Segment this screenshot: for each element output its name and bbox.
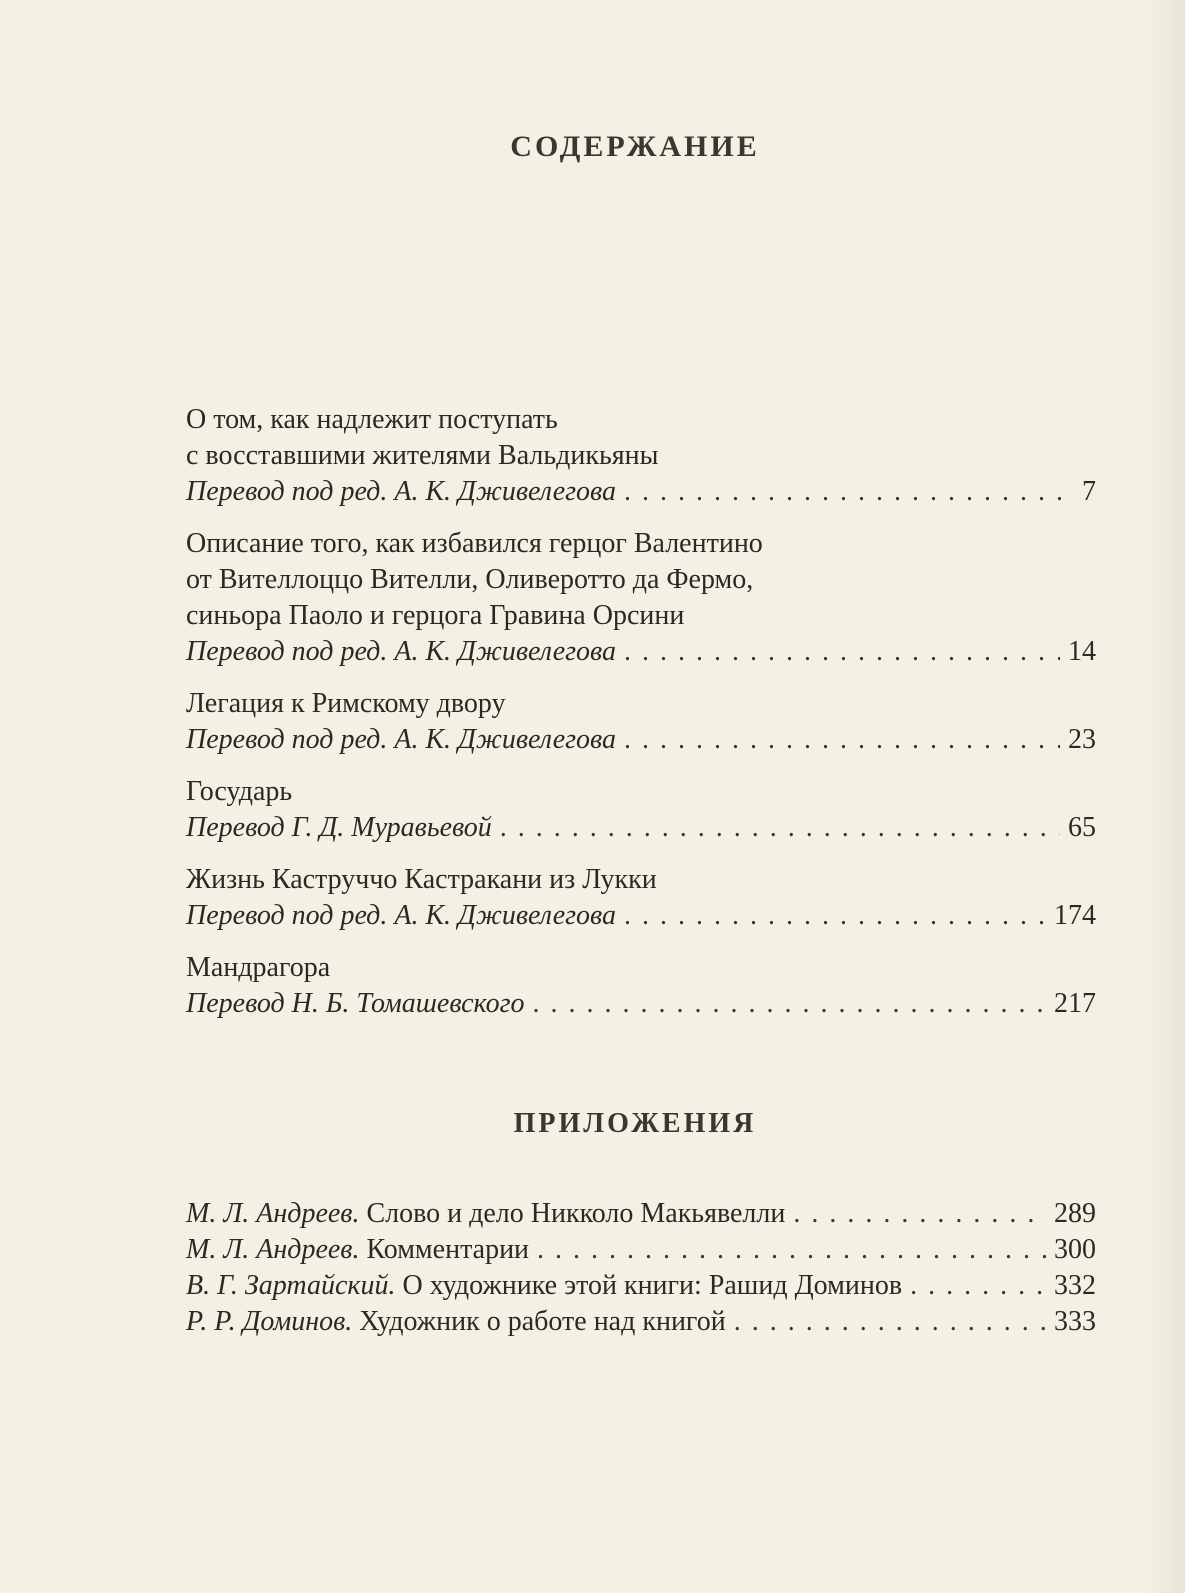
appendix-entry — [186, 1232, 1096, 1268]
entry-translator-row — [186, 474, 1096, 510]
appendix-entry-label — [186, 1196, 785, 1232]
appendix-entry — [186, 1268, 1096, 1304]
entry-title-line: Описание того, как избавился герцог Валентино — [186, 528, 763, 559]
toc-entry — [186, 862, 1096, 934]
appendix-author: М. Л. Андреев. — [186, 1234, 360, 1265]
appendix-title: Слово и дело Никколо Макьявелли — [359, 1198, 786, 1229]
contents-heading: СОДЕРЖАНИЕ — [510, 130, 760, 163]
toc-entry — [186, 526, 1096, 670]
appendix-entry — [186, 1304, 1096, 1340]
dot-leader — [500, 810, 1060, 846]
appendix-list — [186, 1196, 1096, 1340]
appendix-entry-label — [186, 1268, 902, 1304]
toc-entry — [186, 774, 1096, 846]
appendix-title: О художнике этой книги: Рашид Доминов — [395, 1270, 903, 1301]
appendix-entry-label — [186, 1232, 529, 1268]
entry-page-number: 217 — [1054, 988, 1096, 1019]
entry-title-line: от Вителлоццо Вителли, Оливеротто да Фермо, — [186, 564, 754, 595]
appendix-author: Р. Р. Доминов. — [186, 1306, 353, 1337]
entry-page-number: 23 — [1068, 724, 1096, 755]
entry-translator-row — [186, 898, 1096, 934]
entry-page-number: 174 — [1054, 900, 1096, 931]
appendix-page-number: 300 — [1054, 1234, 1096, 1265]
entry-page-number: 14 — [1068, 636, 1096, 667]
entry-page-number: 65 — [1068, 812, 1096, 843]
entry-translator-row — [186, 634, 1096, 670]
appendix-page-number: 333 — [1054, 1306, 1096, 1337]
entry-translator-row — [186, 986, 1096, 1022]
entry-translator: Перевод Г. Д. Муравьевой — [186, 812, 492, 843]
table-of-contents — [186, 402, 1096, 1038]
dot-leader — [624, 898, 1046, 934]
dot-leader — [533, 986, 1047, 1022]
entry-translator: Перевод Н. Б. Томашевского — [186, 988, 525, 1019]
toc-entry — [186, 686, 1096, 758]
entry-title-line: с восставшими жителями Вальдикьяны — [186, 440, 659, 471]
entry-translator-row — [186, 722, 1096, 758]
page-edge-shade — [1145, 0, 1185, 1593]
appendix-heading: ПРИЛОЖЕНИЯ — [513, 1108, 757, 1139]
dot-leader — [624, 634, 1060, 670]
toc-entry — [186, 402, 1096, 510]
appendix-entry-label — [186, 1304, 726, 1340]
dot-leader — [624, 722, 1060, 758]
appendix-author: В. Г. Зартайский. — [186, 1270, 396, 1301]
entry-title-line: Мандрагора — [186, 952, 331, 983]
entry-title-line: Легация к Римскому двору — [186, 688, 506, 719]
appendix-entry — [186, 1196, 1096, 1232]
dot-leader — [793, 1196, 1046, 1232]
entry-translator-row — [186, 810, 1096, 846]
entry-translator: Перевод под ред. А. К. Дживелегова — [186, 724, 617, 755]
dot-leader — [734, 1304, 1046, 1340]
appendix-title: Художник о работе над книгой — [352, 1306, 726, 1337]
dot-leader — [910, 1268, 1046, 1304]
appendix-page-number: 332 — [1054, 1270, 1096, 1301]
entry-title-line: синьора Паоло и герцога Гравина Орсини — [186, 600, 685, 631]
dot-leader — [537, 1232, 1046, 1268]
dot-leader — [624, 474, 1074, 510]
entry-title-line: Жизнь Каструччо Кастракани из Лукки — [186, 864, 657, 895]
entry-translator: Перевод под ред. А. К. Дживелегова — [186, 636, 617, 667]
appendix-author: М. Л. Андреев. — [186, 1198, 360, 1229]
entry-page-number: 7 — [1082, 476, 1096, 507]
entry-title-line: Государь — [186, 776, 293, 807]
appendix-title: Комментарии — [359, 1234, 530, 1265]
entry-title-line: О том, как надлежит поступать — [186, 404, 558, 435]
entry-translator: Перевод под ред. А. К. Дживелегова — [186, 900, 617, 931]
entry-translator: Перевод под ред. А. К. Дживелегова — [186, 476, 617, 507]
appendix-page-number: 289 — [1054, 1198, 1096, 1229]
toc-entry — [186, 950, 1096, 1022]
